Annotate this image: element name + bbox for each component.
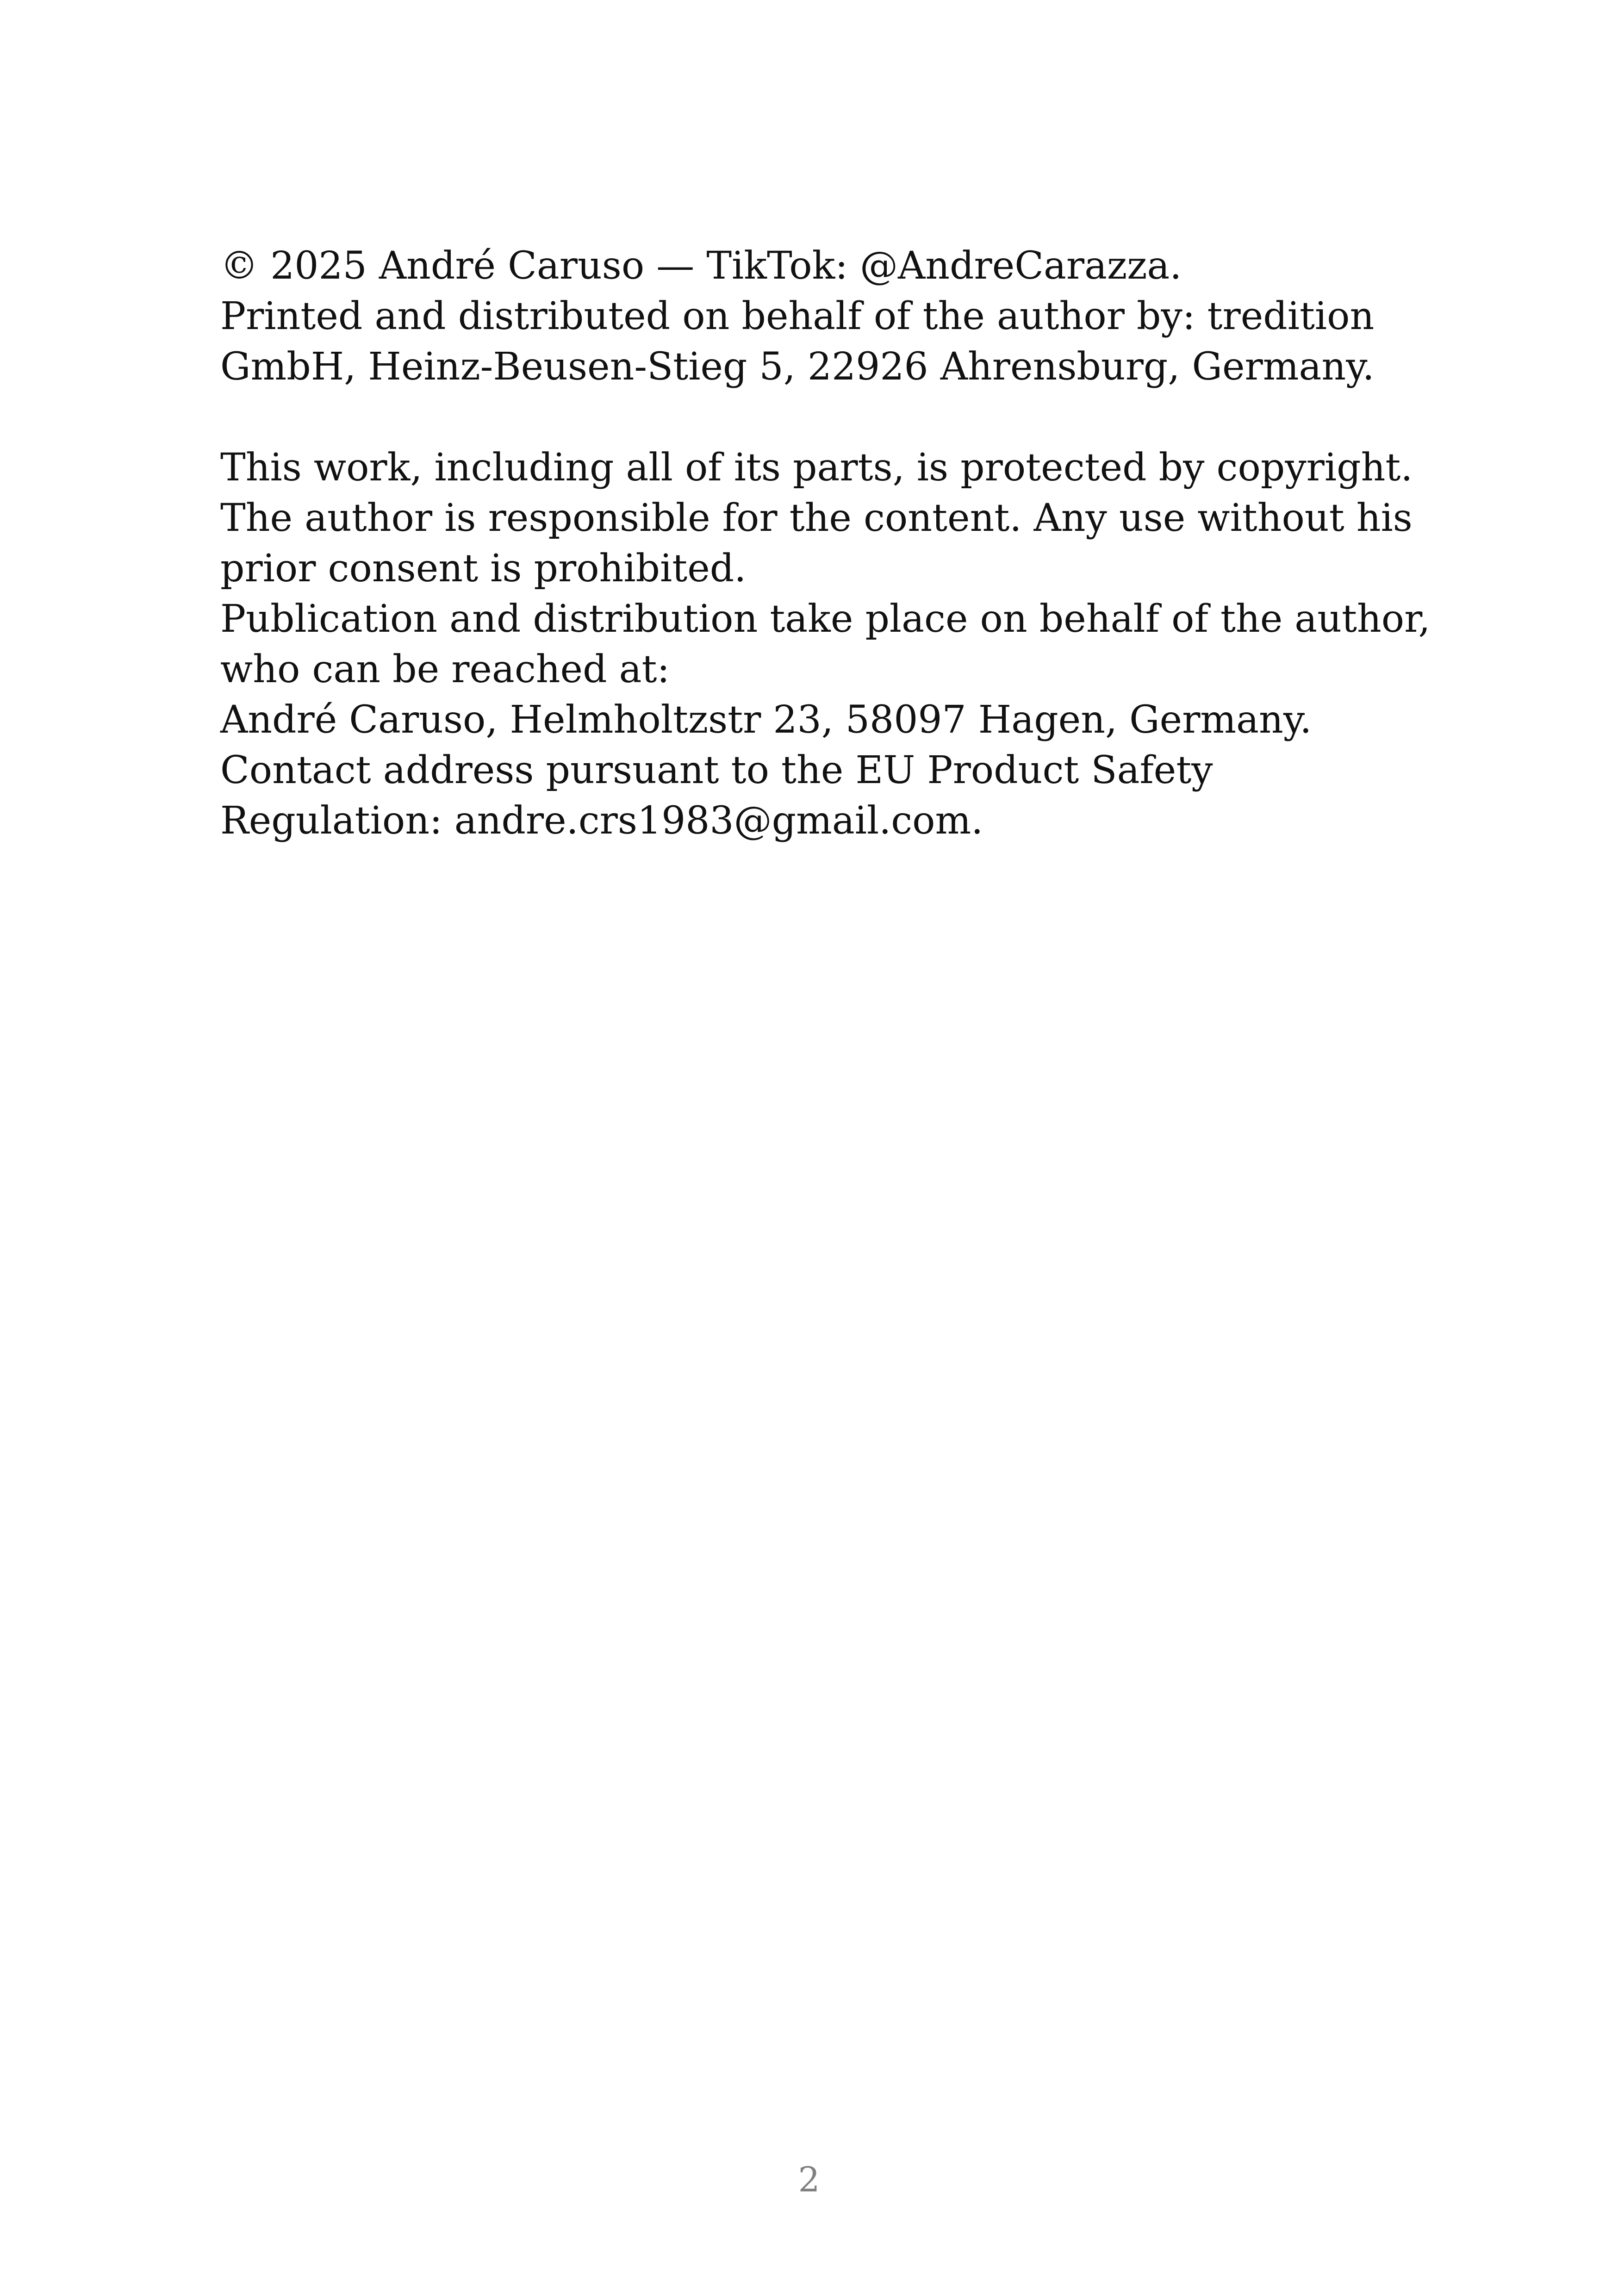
author-address-line: André Caruso, Helmholtzstr 23, 58097 Hagen, Germany. (220, 698, 1312, 742)
paragraph-spacer (220, 392, 1424, 442)
contact-line: Contact address pursuant to the EU Product Safety (220, 748, 1213, 792)
reachability-line: who can be reached at: (220, 647, 670, 691)
page-number: 2 (798, 2160, 820, 2200)
publication-line: Publication and distribution take place on behalf of the author, (220, 597, 1431, 641)
regulation-email-line: Regulation: andre.crs1983@gmail.com. (220, 799, 983, 843)
consent-line: prior consent is prohibited. (220, 547, 747, 591)
copyright-protection-line: This work, including all of its parts, is protected by copyright. (220, 446, 1413, 490)
responsibility-line: The author is responsible for the content. Any use without his (220, 496, 1413, 540)
copyright-line: © 2025 André Caruso — TikTok: @AndreCarazza. (220, 244, 1182, 288)
copyright-notice (220, 241, 1431, 846)
printer-address-line: GmbH, Heinz-Beusen-Stieg 5, 22926 Ahrensburg, Germany. (220, 345, 1375, 389)
printer-line: Printed and distributed on behalf of the author by: tredition (220, 294, 1375, 338)
